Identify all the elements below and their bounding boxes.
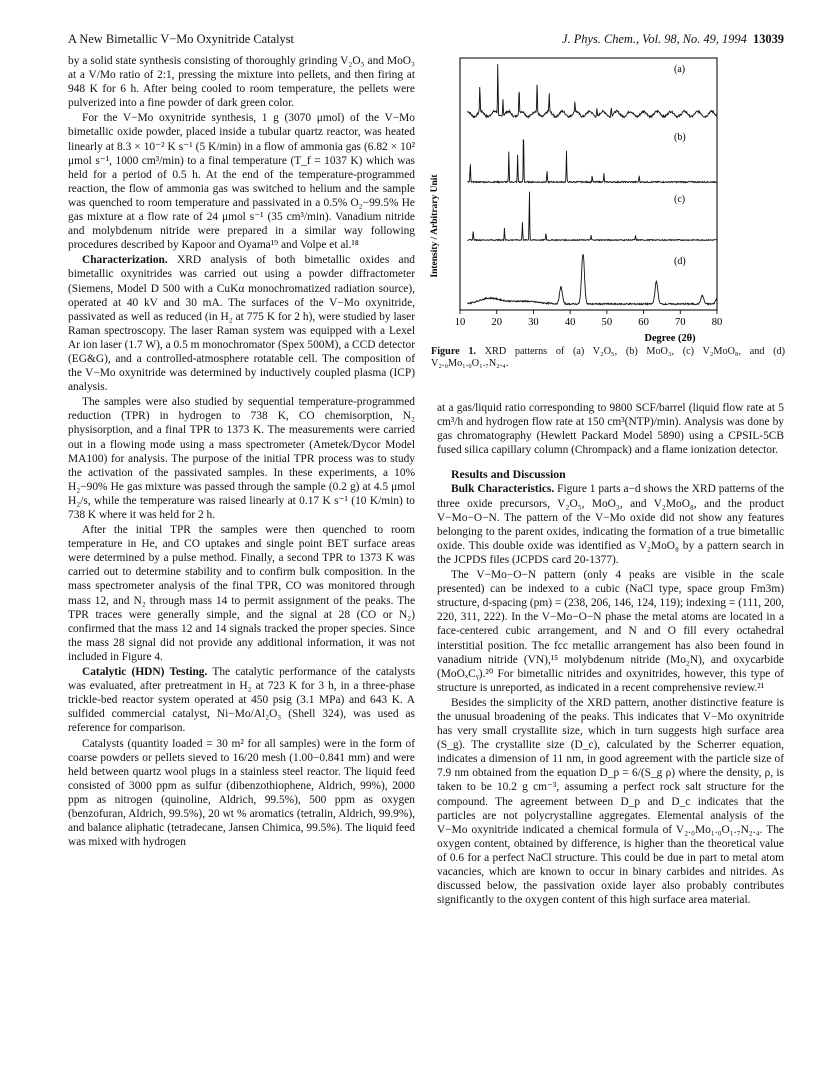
x-axis-label: Degree (2θ) bbox=[644, 333, 696, 344]
xrd-trace bbox=[467, 140, 716, 183]
paragraph-text: Figure 1 parts a−d shows the XRD patterns of the three oxide precursors, V₂O₅, MoO₃, and V₂MoO₈, and the product V−Mo−O−N. The pattern of the V−Mo oxide did not show any features belonging to the parent oxides, indicating the formation of a true bimetallic oxide. This double oxide was identified as V₂MoO₈ by a pattern search in the JCPDS files (JCPDS card 20-1377). bbox=[437, 483, 785, 566]
run-in-heading: Bulk Characteristics. bbox=[451, 483, 555, 496]
section-heading: Results and Discussion bbox=[451, 467, 566, 482]
article-title: A New Bimetallic V−Mo Oxynitride Catalyst bbox=[68, 32, 294, 46]
paragraph bbox=[68, 665, 415, 735]
paragraph bbox=[68, 253, 415, 394]
x-tick-label: 60 bbox=[638, 317, 649, 328]
trace-label: (c) bbox=[674, 194, 686, 205]
y-axis-label: Intensity / Arbitrary Unit bbox=[430, 174, 440, 278]
paragraph: For the V−Mo oxynitride synthesis, 1 g (3070 μmol) of the V−Mo bimetallic oxide powder, placed inside a tubular quartz reactor, was heated linearly at 8.3 × 10⁻² K s⁻¹ (5 K/min) in a flow of ammonia gas (6.82 × 10² μmol s⁻¹, 1000 cm³/min) to a final temperature (T_f = 1037 K) which was held for a period of 0.5 h. At the end of the temperature-programmed reaction, the flow of ammonia gas was switched to helium and the sample was quenched to room temperature and passivated in a 0.5% O₂−99.5% He gas mixture at a flow rate of 24 μmol s⁻¹ (35 cm³/min). Vanadium nitride and molybdenum nitride were prepared in a similar way following procedures described by Kapoor and Oyama¹⁹ and Volpe et al.¹⁸ bbox=[68, 112, 415, 252]
x-tick-label: 50 bbox=[601, 317, 613, 328]
xrd-chart bbox=[430, 54, 784, 346]
xrd-traces bbox=[467, 64, 716, 305]
paragraph: The V−Mo−O−N pattern (only 4 peaks are visible in the scale presented) can be indexed to a cubic (NaCl type, space group Fm3m) structure, d-spacing (pm) = (238, 206, 146, 124, 119); indexing = (111, 200, 220, 311, 222). In the V−Mo−O−N phase the metal atoms are located in a face-centered cubic arrangement, and N and O fill every octahedral interstitial position. The fcc metallic arrangement has also been found in vanadium nitride (VN),¹⁵ molybdenum nitride (Mo₂N), and oxycarbide (MoOₓCᵧ).²⁰ For bimetallic nitrides and oxynitrides, however, this type of structure is unreported, as indicated in a recent comprehensive review.²¹ bbox=[437, 569, 784, 694]
trace-label: (b) bbox=[674, 132, 686, 143]
left-column bbox=[68, 54, 415, 850]
page-number: 13039 bbox=[753, 32, 784, 46]
figure-1 bbox=[430, 54, 785, 370]
paragraph: Catalysts (quantity loaded = 30 m² for all samples) were in the form of coarse powders or pellets sieved to 16/20 mesh (1.00−0.841 mm) and were held between quartz wool plugs in a stainless steel reactor. The liquid feed consisted of 3000 ppm as sulfur (dibenzothiophene, Aldrich, 99%), 2000 ppm as nitrogen (quinoline, Aldrich, 99.5%), 500 ppm as oxygen (benzofuran, Aldrich, 99.5%), 20 wt % aromatics (tetralin, Aldrich, 99.9%), and balance aliphatic (tetradecane, Jansen Chimica, 99.5%). The liquid feed was mixed with hydrogen bbox=[68, 737, 415, 849]
x-tick-label: 10 bbox=[454, 317, 466, 328]
trace-label: (d) bbox=[674, 256, 686, 267]
right-text bbox=[437, 401, 784, 907]
paragraph: The samples were also studied by sequential temperature-programmed reduction (TPR) in hydrogen to 738 K, CO chemisorption, N₂ physisorption, and a final TPR to 1373 K. The measurements were carried out in a flowing mode using a mass spectrometer (Ametek/Dycor Model MA100) for analysis. The purpose of the initial TPR process was to study the activation of the passivated samples. In these experiments, a 10% H₂−90% He gas mixture was passed through the sample (0.2 g) at 4.5 μmol H₂/s, while the temperature was raised linearly at 0.17 K s⁻¹ (10 K/min) to 738 K where it was held for 2 h. bbox=[68, 396, 415, 521]
paragraph: at a gas/liquid ratio corresponding to 9800 SCF/barrel (liquid flow rate at 5 cm³/h and hydrogen flow rate at 150 cm³(NTP)/min). Analysis was done by gas chromatography (Hewlett Packard Model 5890) using a CPSIL-5CB fused silica capillary column (Chrompack) and a flame ionization detector. bbox=[437, 402, 784, 457]
trace-label: (a) bbox=[674, 64, 686, 75]
run-in-heading: Characterization. bbox=[82, 254, 168, 267]
caption-label: Figure 1. bbox=[431, 346, 476, 357]
paragraph-text: XRD analysis of both bimetallic oxides and bimetallic oxynitrides was carried out using a powder diffractometer (Siemens, Model D 500 with a CuKα monochromatized radiation source), operated at 40 kV and 30 mA. The surfaces of the V−Mo oxynitride, passivated as well as reduced (in H₂ at 775 K for 2 h), were studied by laser Raman spectroscopy. The laser Raman system was equipped with a Lexel Ar ion laser (1.7 W), a 0.5 m monochromator (Spex 500M), a CCD detector (EG&G), and a controlled-atmosphere rotatable cell. The composition of the V−Mo oxynitride was determined by inductively coupled plasma (ICP) analysis. bbox=[68, 254, 415, 394]
x-tick-label: 20 bbox=[491, 317, 503, 328]
paragraph: After the initial TPR the samples were then quenched to room temperature in He, and CO uptakes and single point BET surface areas were determined by a pulse method. Finally, a second TPR to 1373 K was carried out to determine stability and to confirm bulk composition. In the mass spectrometer analysis of the final TPR, CO was monitored through mass 12, and N₂ through mass 14 to permit assignment of the peaks. The TPR traces were generally simple, and the signal at 28 (CO or N₂) confirmed that the mass 12 and 14 signals tracked the proper species. Since the mass 28 signal did not provide any additional information, it was not included in Figure 4. bbox=[68, 524, 415, 663]
journal-name: J. Phys. Chem., Vol. 98, No. 49, 1994 bbox=[562, 32, 747, 46]
x-ticks bbox=[455, 310, 723, 328]
x-tick-label: 70 bbox=[674, 317, 686, 328]
journal-citation bbox=[562, 32, 784, 47]
right-column bbox=[430, 54, 785, 908]
paragraph bbox=[437, 482, 784, 567]
x-tick-label: 80 bbox=[711, 317, 723, 328]
x-tick-label: 40 bbox=[564, 317, 576, 328]
x-tick-label: 30 bbox=[528, 317, 539, 328]
caption-text: XRD patterns of (a) V₂O₅, (b) MoO₃, (c) V₂MoO₈, and (d) V₂.₀Mo₁.₀O₁.₇N₂.₄. bbox=[431, 346, 785, 370]
paragraph-text: The catalytic performance of the catalysts was evaluated, after pretreatment in H₂ at 723 K for 3 h, in a three-phase trickle-bed reactor system operated at 450 psig (3.1 MPa) and 643 K. A sulfided commercial catalyst, Ni−Mo/Al₂O₃ (Shell 324), was used as reference for comparison. bbox=[68, 666, 416, 735]
paragraph: by a solid state synthesis consisting of thoroughly grinding V₂O₅ and MoO₃ at a V/Mo ratio of 2:1, pressing the mixture into pellets, and then firing at 948 K for 6 h. After being cooled to room temperature, the pellets were pulverized into a fine powder of dark green color. bbox=[68, 55, 415, 110]
run-in-heading: Catalytic (HDN) Testing. bbox=[82, 666, 208, 679]
trace-labels bbox=[674, 64, 686, 267]
paragraph: Besides the simplicity of the XRD pattern, another distinctive feature is the unusual broadening of the peaks. This indicates that V−Mo oxynitride has very small crystallite size, which in turn suggests high surface area (S_g). The crystallite size (D_c), calculated by the Scherrer equation, indicates a dimension of 11 nm, in good agreement with the particle size of 7.9 nm obtained from the equation D_p = 6/(S_g ρ) where the density, ρ, is taken to be 10.2 g cm⁻³, assuming a perfect rock salt structure for the compound. The agreement between D_p and D_c indicates that the particles are not polycrystalline aggregates. Elemental analysis of the V−Mo oxynitride indicated a chemical formula of V₂.₀Mo₁.₀O₁.₇N₂.₄. The oxygen content, obtained by difference, is higher than the theoretical value of 0.6 for a perfect NaCl structure. This could be due in part to metal atom vacancies, which are known to occur in binary carbides and nitrides. As discussed below, the passivation oxide layer also probably contributes significantly to the oxygen content of this high surface area material. bbox=[437, 696, 784, 907]
running-head bbox=[68, 32, 784, 48]
figure-caption bbox=[431, 346, 785, 371]
